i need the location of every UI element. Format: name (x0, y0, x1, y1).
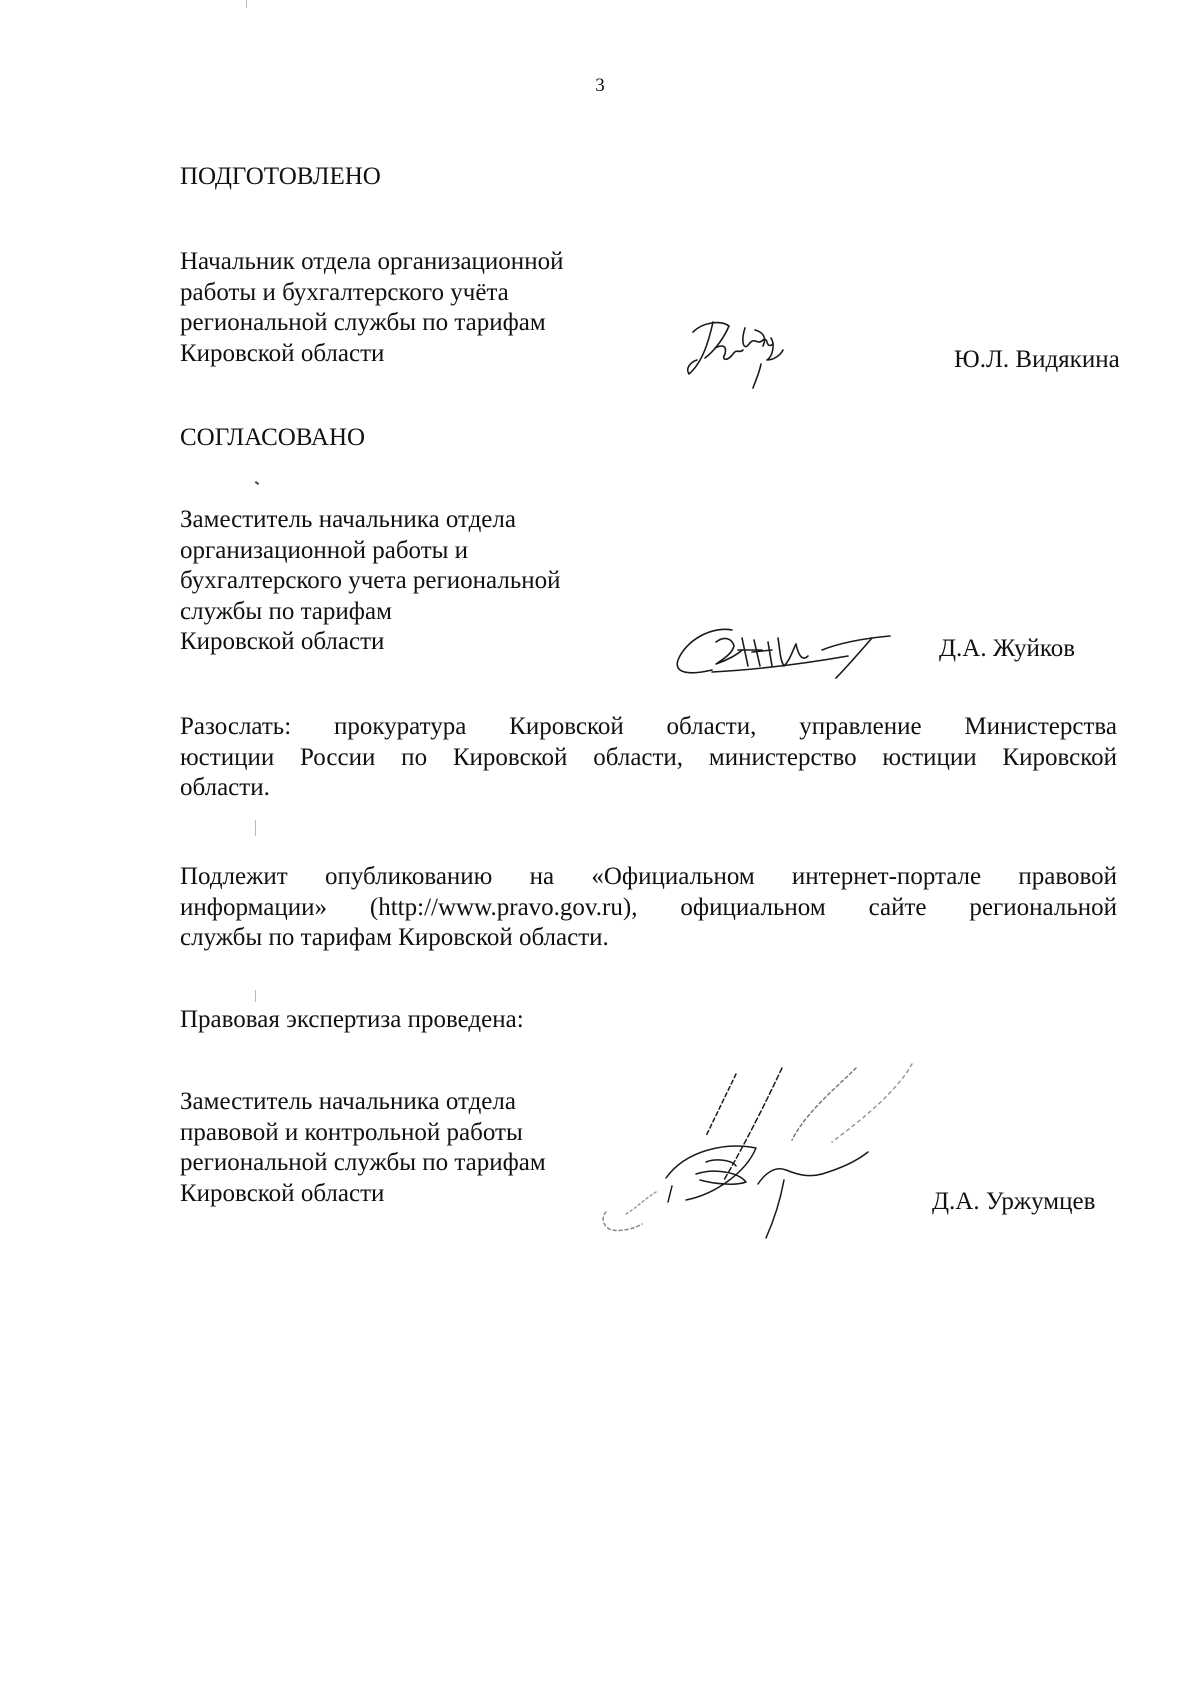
agreed-position-line: Заместитель начальника отдела (180, 506, 516, 533)
legal-review-signer-name: Д.А. Уржумцев (932, 1188, 1096, 1215)
prepared-position-line: Кировской области (180, 339, 385, 367)
prepared-position (180, 247, 563, 369)
distribution-line: юстиции России по Кировской области, министерство юстиции Кировской (180, 743, 1117, 771)
agreed-position-line: организационной работы и (180, 536, 469, 564)
prepared-signer-name: Ю.Л. Видякина (954, 346, 1120, 373)
page-number: 3 (595, 75, 605, 96)
legal-review-position-line: правовой и контрольной работы (180, 1118, 523, 1146)
agreed-position-line: бухгалтерского учета региональной (180, 567, 561, 594)
signature-vidyakina (683, 310, 833, 410)
distribution-line: Разослать: прокуратура Кировской области, управление Министерства (180, 713, 1117, 740)
legal-review-position-line: Заместитель начальника отдела (180, 1088, 516, 1115)
signature-urzhumtsev (596, 1062, 926, 1242)
publication-paragraph (180, 862, 1117, 954)
legal-review-position-line: региональной службы по тарифам (180, 1149, 546, 1176)
distribution-line: области. (180, 774, 270, 801)
legal-review-heading: Правовая экспертиза проведена: (180, 1006, 524, 1033)
legal-review-position (180, 1087, 546, 1209)
scan-artifact (255, 820, 256, 836)
agreed-position (180, 505, 561, 658)
prepared-position-line: работы и бухгалтерского учёта (180, 278, 509, 306)
prepared-heading: ПОДГОТОВЛЕНО (180, 163, 381, 190)
scan-artifact (255, 481, 259, 485)
scan-artifact (255, 990, 256, 1002)
prepared-position-line: Начальник отдела организационной (180, 248, 564, 275)
publication-line: службы по тарифам Кировской области. (180, 924, 609, 951)
signature-zhuikov (672, 620, 912, 690)
distribution-paragraph (180, 712, 1117, 804)
agreed-position-line: службы по тарифам (180, 597, 392, 625)
prepared-position-line: региональной службы по тарифам (180, 309, 546, 336)
agreed-heading: СОГЛАСОВАНО (180, 424, 366, 451)
agreed-signer-name: Д.А. Жуйков (939, 635, 1076, 662)
publication-line: информации» (http://www.pravo.gov.ru), официальном сайте региональной (180, 893, 1117, 921)
agreed-position-line: Кировской области (180, 628, 385, 655)
publication-line: Подлежит опубликованию на «Официальном интернет-портале правовой (180, 863, 1117, 890)
scan-artifact (246, 0, 247, 8)
legal-review-position-line: Кировской области (180, 1179, 385, 1207)
